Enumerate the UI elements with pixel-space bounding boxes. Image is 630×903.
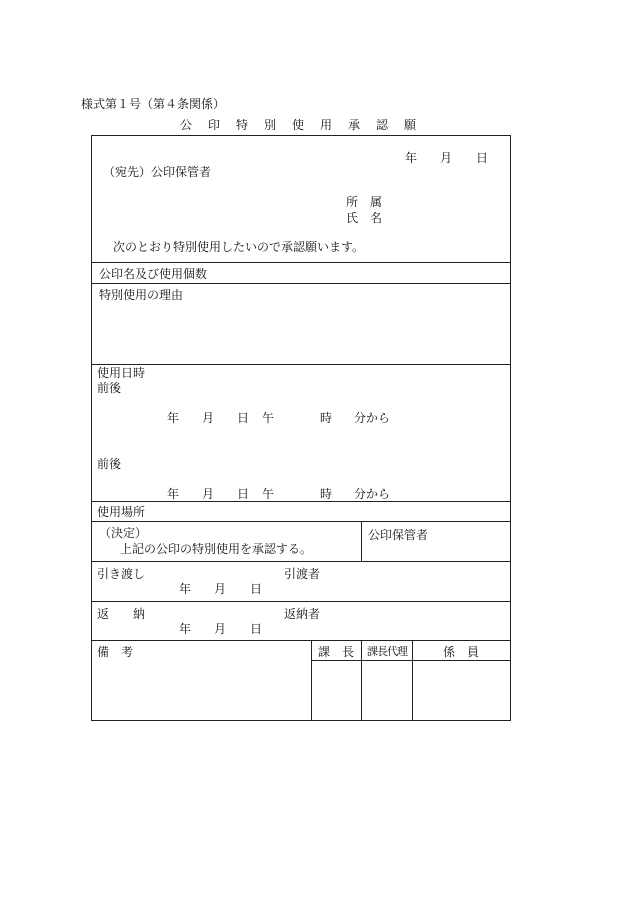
dt-from-2: 分から — [354, 487, 391, 501]
handover-label: 引き渡し — [97, 567, 146, 581]
dt-month-2: 月 — [202, 487, 215, 501]
seal-name-count-label: 公印名及び使用個数 — [99, 267, 208, 281]
decision-text: 上記の公印の特別使用を承認する。 — [120, 542, 313, 556]
dt-hour-2: 時 — [320, 487, 333, 501]
divider — [91, 601, 511, 602]
divider — [412, 640, 413, 721]
handover-day: 日 — [250, 582, 263, 596]
divider — [91, 364, 511, 365]
deputy-label: 課長代理 — [367, 645, 407, 658]
dt-month-1: 月 — [202, 411, 215, 425]
return-year: 年 — [179, 622, 192, 636]
dt-year-2: 年 — [167, 487, 180, 501]
page-title: 公 印 特 別 使 用 承 認 願 — [180, 118, 419, 132]
divider — [91, 501, 511, 502]
divider — [91, 283, 511, 284]
dt-noon-1: 午 — [262, 411, 275, 425]
return-person-label: 返納者 — [284, 607, 321, 621]
dt-hour-1: 時 — [320, 411, 333, 425]
ampm-label-2: 前後 — [97, 457, 122, 471]
divider — [311, 660, 511, 661]
handover-year: 年 — [179, 582, 192, 596]
dt-from-1: 分から — [354, 411, 391, 425]
chief-label: 課 長 — [318, 645, 355, 659]
return-label: 返 納 — [97, 607, 146, 621]
handover-person-label: 引渡者 — [284, 567, 321, 581]
date-month-label: 月 — [440, 151, 453, 165]
decision-keeper: 公印保管者 — [368, 528, 429, 542]
remarks-label: 備 考 — [97, 645, 134, 659]
name-label: 氏 名 — [346, 211, 383, 225]
dt-day-2: 日 — [237, 487, 250, 501]
staff-label: 係 員 — [443, 645, 480, 659]
request-text: 次のとおり特別使用したいので承認願います。 — [113, 240, 365, 254]
date-day-label: 日 — [476, 151, 489, 165]
form-frame — [91, 135, 511, 721]
divider — [91, 521, 511, 522]
reason-label: 特別使用の理由 — [99, 288, 184, 302]
return-month: 月 — [214, 622, 227, 636]
dt-noon-2: 午 — [262, 487, 275, 501]
decision-label: （決定） — [99, 526, 148, 540]
ampm-label-1: 前後 — [97, 381, 122, 395]
form-number: 様式第１号（第４条関係） — [81, 97, 226, 111]
divider — [91, 640, 511, 641]
handover-month: 月 — [214, 582, 227, 596]
divider — [361, 640, 362, 721]
datetime-label: 使用日時 — [97, 366, 146, 380]
addressee: （宛先）公印保管者 — [103, 165, 212, 179]
date-year-label: 年 — [405, 151, 418, 165]
dt-day-1: 日 — [237, 411, 250, 425]
divider — [361, 521, 362, 561]
divider — [311, 640, 312, 721]
return-day: 日 — [250, 622, 263, 636]
affiliation-label: 所 属 — [346, 195, 383, 209]
divider — [91, 262, 511, 263]
place-label: 使用場所 — [97, 505, 146, 519]
divider — [91, 561, 511, 562]
dt-year-1: 年 — [167, 411, 180, 425]
